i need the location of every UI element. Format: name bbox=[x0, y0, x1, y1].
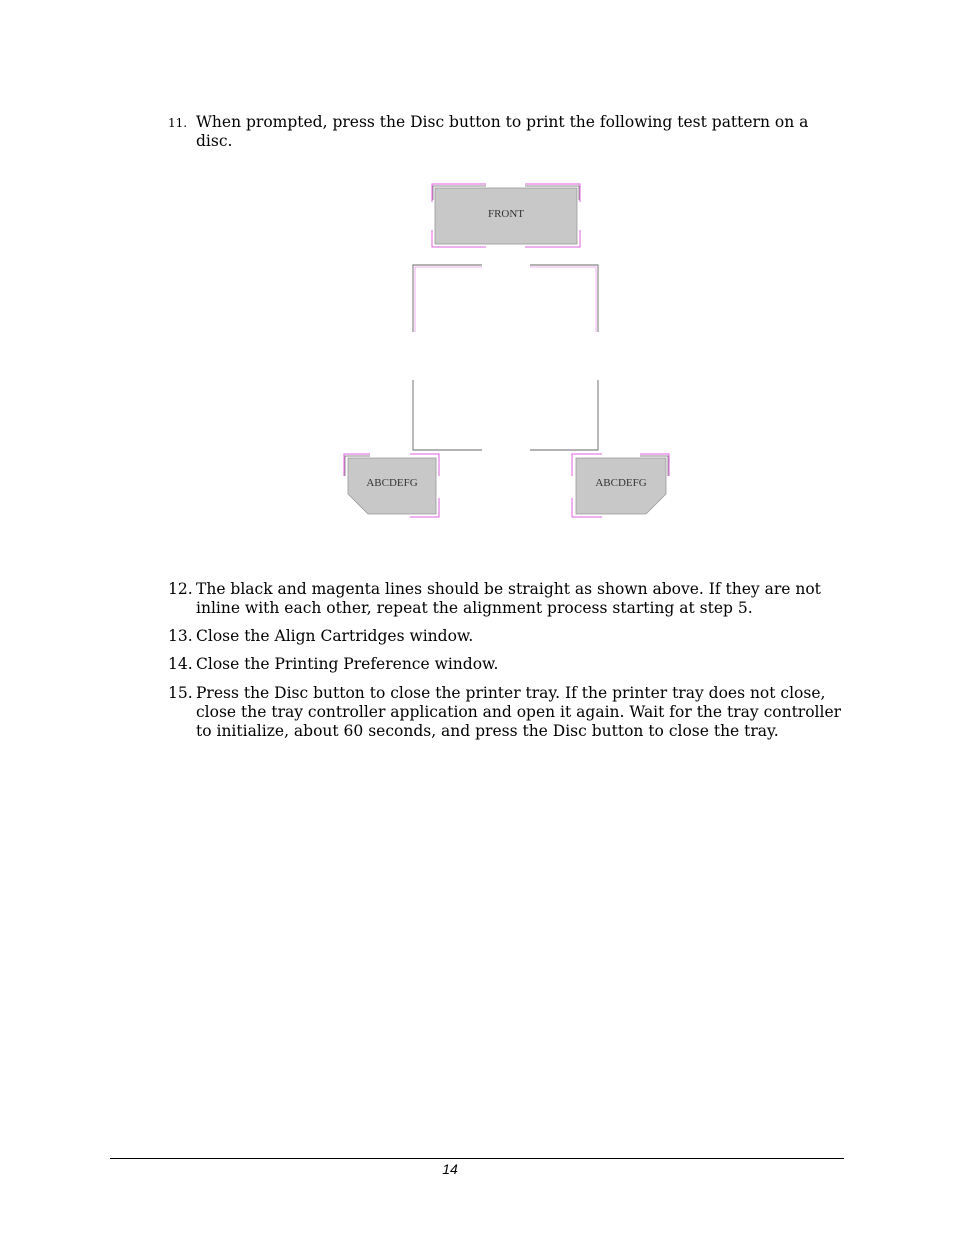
step-number: 12. bbox=[168, 580, 193, 598]
alignment-frame bbox=[413, 265, 598, 450]
step-text: Press the Disc button to close the printer tray. If the printer tray does not close, close the tray controller application and open it again. Wait for the tray controller to initialize, about 60 seconds, and press the Disc button to close the tray. bbox=[196, 684, 842, 740]
step-text: The black and magenta lines should be straight as shown above. If they are not inline with each other, repeat the alignment process starting at step 5. bbox=[196, 580, 821, 617]
test-pattern-figure bbox=[340, 180, 674, 522]
step-text: When prompted, press the Disc button to print the following test pattern on a disc. bbox=[196, 113, 809, 150]
right-label-box bbox=[572, 454, 669, 517]
step-number: 15. bbox=[168, 684, 193, 702]
front-label: FRONT bbox=[487, 208, 525, 220]
right-label: ABCDEFG bbox=[595, 477, 647, 489]
step-number: 13. bbox=[168, 627, 193, 645]
step-text: Close the Align Cartridges window. bbox=[196, 627, 474, 645]
step-number: 14. bbox=[168, 655, 193, 673]
footer-rule bbox=[110, 1158, 844, 1159]
step-number: 11. bbox=[168, 116, 188, 130]
step-text: Close the Printing Preference window. bbox=[196, 655, 499, 673]
front-box bbox=[432, 184, 580, 247]
left-label: ABCDEFG bbox=[366, 477, 418, 489]
left-label-box bbox=[344, 454, 439, 517]
page-number: 14 bbox=[442, 1161, 458, 1177]
